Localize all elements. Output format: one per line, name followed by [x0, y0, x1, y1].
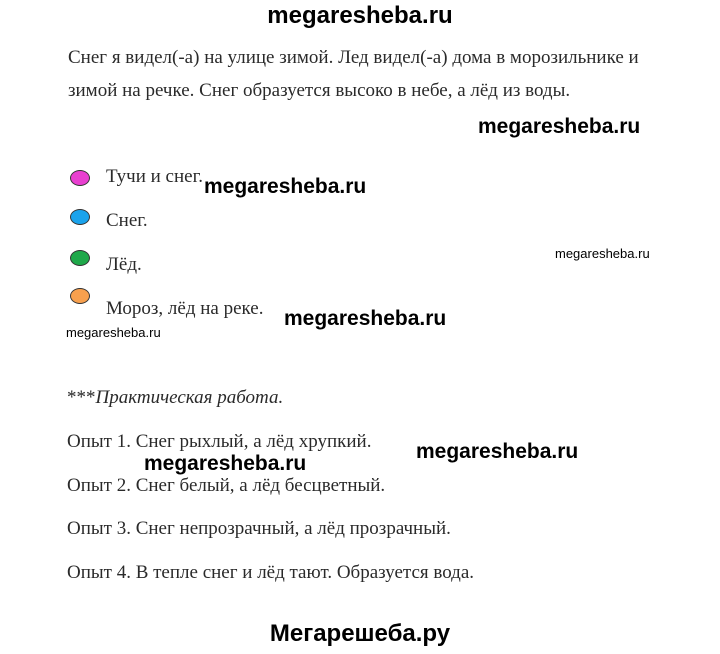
practical-heading: [67, 387, 283, 409]
legend-label: Тучи и снег.: [106, 166, 203, 187]
watermark: megaresheba.ru: [555, 246, 650, 261]
footer-title: Мегарешеба.ру: [269, 620, 451, 647]
watermark: megaresheba.ru: [144, 452, 307, 475]
legend-label: Снег.: [106, 210, 148, 231]
watermark: megaresheba.ru: [478, 115, 641, 138]
legend-label: Мороз, лёд на реке.: [106, 298, 264, 319]
legend-dot-blue: [70, 209, 90, 225]
site-title: megaresheba.ru: [267, 2, 453, 29]
watermark: megaresheba.ru: [204, 175, 367, 198]
legend-label: Лёд.: [106, 254, 142, 275]
practical-prefix: ***: [67, 387, 96, 408]
watermark: megaresheba.ru: [284, 307, 447, 330]
legend-dot-green: [70, 250, 90, 266]
watermark: megaresheba.ru: [66, 325, 161, 340]
practical-title: Практическая работа.: [95, 387, 284, 408]
legend-dot-magenta: [70, 170, 90, 186]
experiment-2: Опыт 2. Снег белый, а лёд бесцветный.: [67, 475, 386, 496]
experiment-1: Опыт 1. Снег рыхлый, а лёд хрупкий.: [67, 431, 372, 452]
legend-dot-orange: [70, 288, 90, 304]
intro-line-2: зимой на речке. Снег образуется высоко в небе, а лёд из воды.: [68, 80, 571, 101]
experiment-3: Опыт 3. Снег непрозрачный, а лёд прозрачный.: [67, 518, 451, 539]
watermark: megaresheba.ru: [416, 440, 579, 463]
experiment-4: Опыт 4. В тепле снег и лёд тают. Образуется вода.: [67, 562, 475, 583]
intro-line-1: Снег я видел(-а) на улице зимой. Лед видел(-а) дома в морозильнике и: [68, 47, 639, 68]
